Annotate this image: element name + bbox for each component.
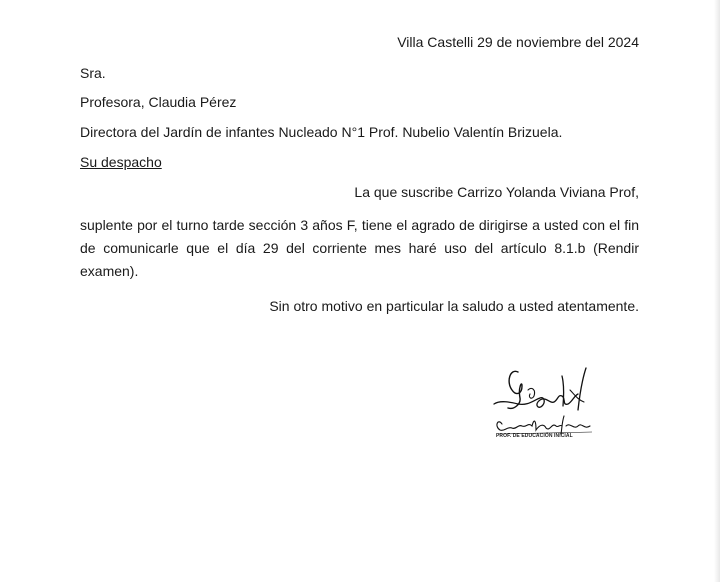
letter-date: Villa Castelli 29 de noviembre del 2024 xyxy=(397,34,639,50)
body-paragraph xyxy=(80,214,639,283)
recipient-title: Directora del Jardín de infantes Nucleado N°1 Prof. Nubelio Valentín Brizuela. xyxy=(80,124,563,140)
page-edge-shadow xyxy=(714,0,720,582)
body-line-1: suplente por el turno tarde sección 3 años F, tiene el agrado de dirigirse a usted con el fin xyxy=(80,217,639,233)
body-line-2: de comunicarle que el día 29 del corriente mes haré uso del artículo 8.1.b (Rendir examen). xyxy=(80,240,639,279)
signature-caption: PROF. DE EDUCACIÓN INICIAL xyxy=(496,433,573,439)
recipient-name: Profesora, Claudia Pérez xyxy=(80,94,237,110)
closing-line: Sin otro motivo en particular la saludo a usted atentamente. xyxy=(269,298,639,314)
despacho-line: Su despacho xyxy=(80,154,162,170)
salutation: Sra. xyxy=(80,65,106,81)
intro-line: La que suscribe Carrizo Yolanda Viviana Prof, xyxy=(354,184,639,200)
